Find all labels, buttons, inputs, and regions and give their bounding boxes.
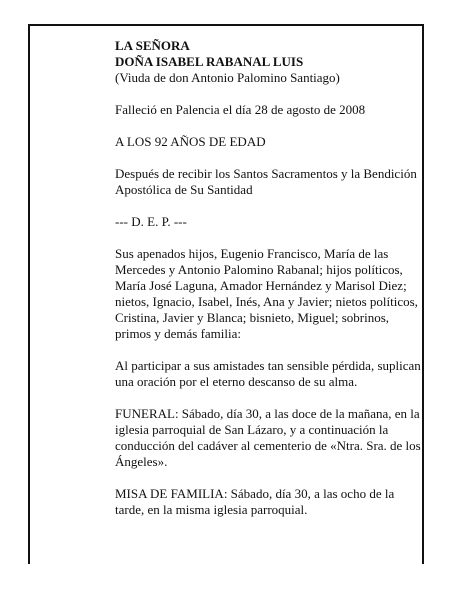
- sacraments-paragraph: Después de recibir los Santos Sacramentos y la Bendición Apostólica de Su Santidad: [115, 166, 417, 197]
- dep-line: --- D. E. P. ---: [115, 214, 187, 229]
- age-line: A LOS 92 AÑOS DE EDAD: [115, 134, 266, 149]
- request-paragraph: Al participar a sus amistades tan sensible pérdida, suplican una oración por el eterno descanso de su alma.: [115, 358, 421, 389]
- title-line: LA SEÑORA: [115, 38, 190, 53]
- obituary-notice: [115, 38, 421, 534]
- family-mass-paragraph: MISA DE FAMILIA: Sábado, día 30, a las ocho de la tarde, en la misma iglesia parroquial.: [115, 486, 395, 517]
- funeral-paragraph: FUNERAL: Sábado, día 30, a las doce de la mañana, en la iglesia parroquial de San Lázaro, y a continuación la conducción del cadáver al cementerio de «Ntra. Sra. de los Ángeles».: [115, 406, 421, 469]
- family-paragraph: Sus apenados hijos, Eugenio Francisco, María de las Mercedes y Antonio Palomino Rabanal; hijos políticos, María José Laguna, Amador Hernández y Marisol Diez; nietos, Ignacio, Isabel, Inés, Ana y Javier; nietos políticos, Cristina, Javier y Blanca; bisnieto, Miguel; sobrinos, primos y demás familia:: [115, 246, 418, 341]
- widow-subtitle: (Viuda de don Antonio Palomino Santiago): [115, 70, 340, 85]
- deceased-name: DOÑA ISABEL RABANAL LUIS: [115, 54, 304, 69]
- death-notice: Falleció en Palencia el día 28 de agosto de 2008: [115, 102, 366, 117]
- header-block: [115, 38, 421, 86]
